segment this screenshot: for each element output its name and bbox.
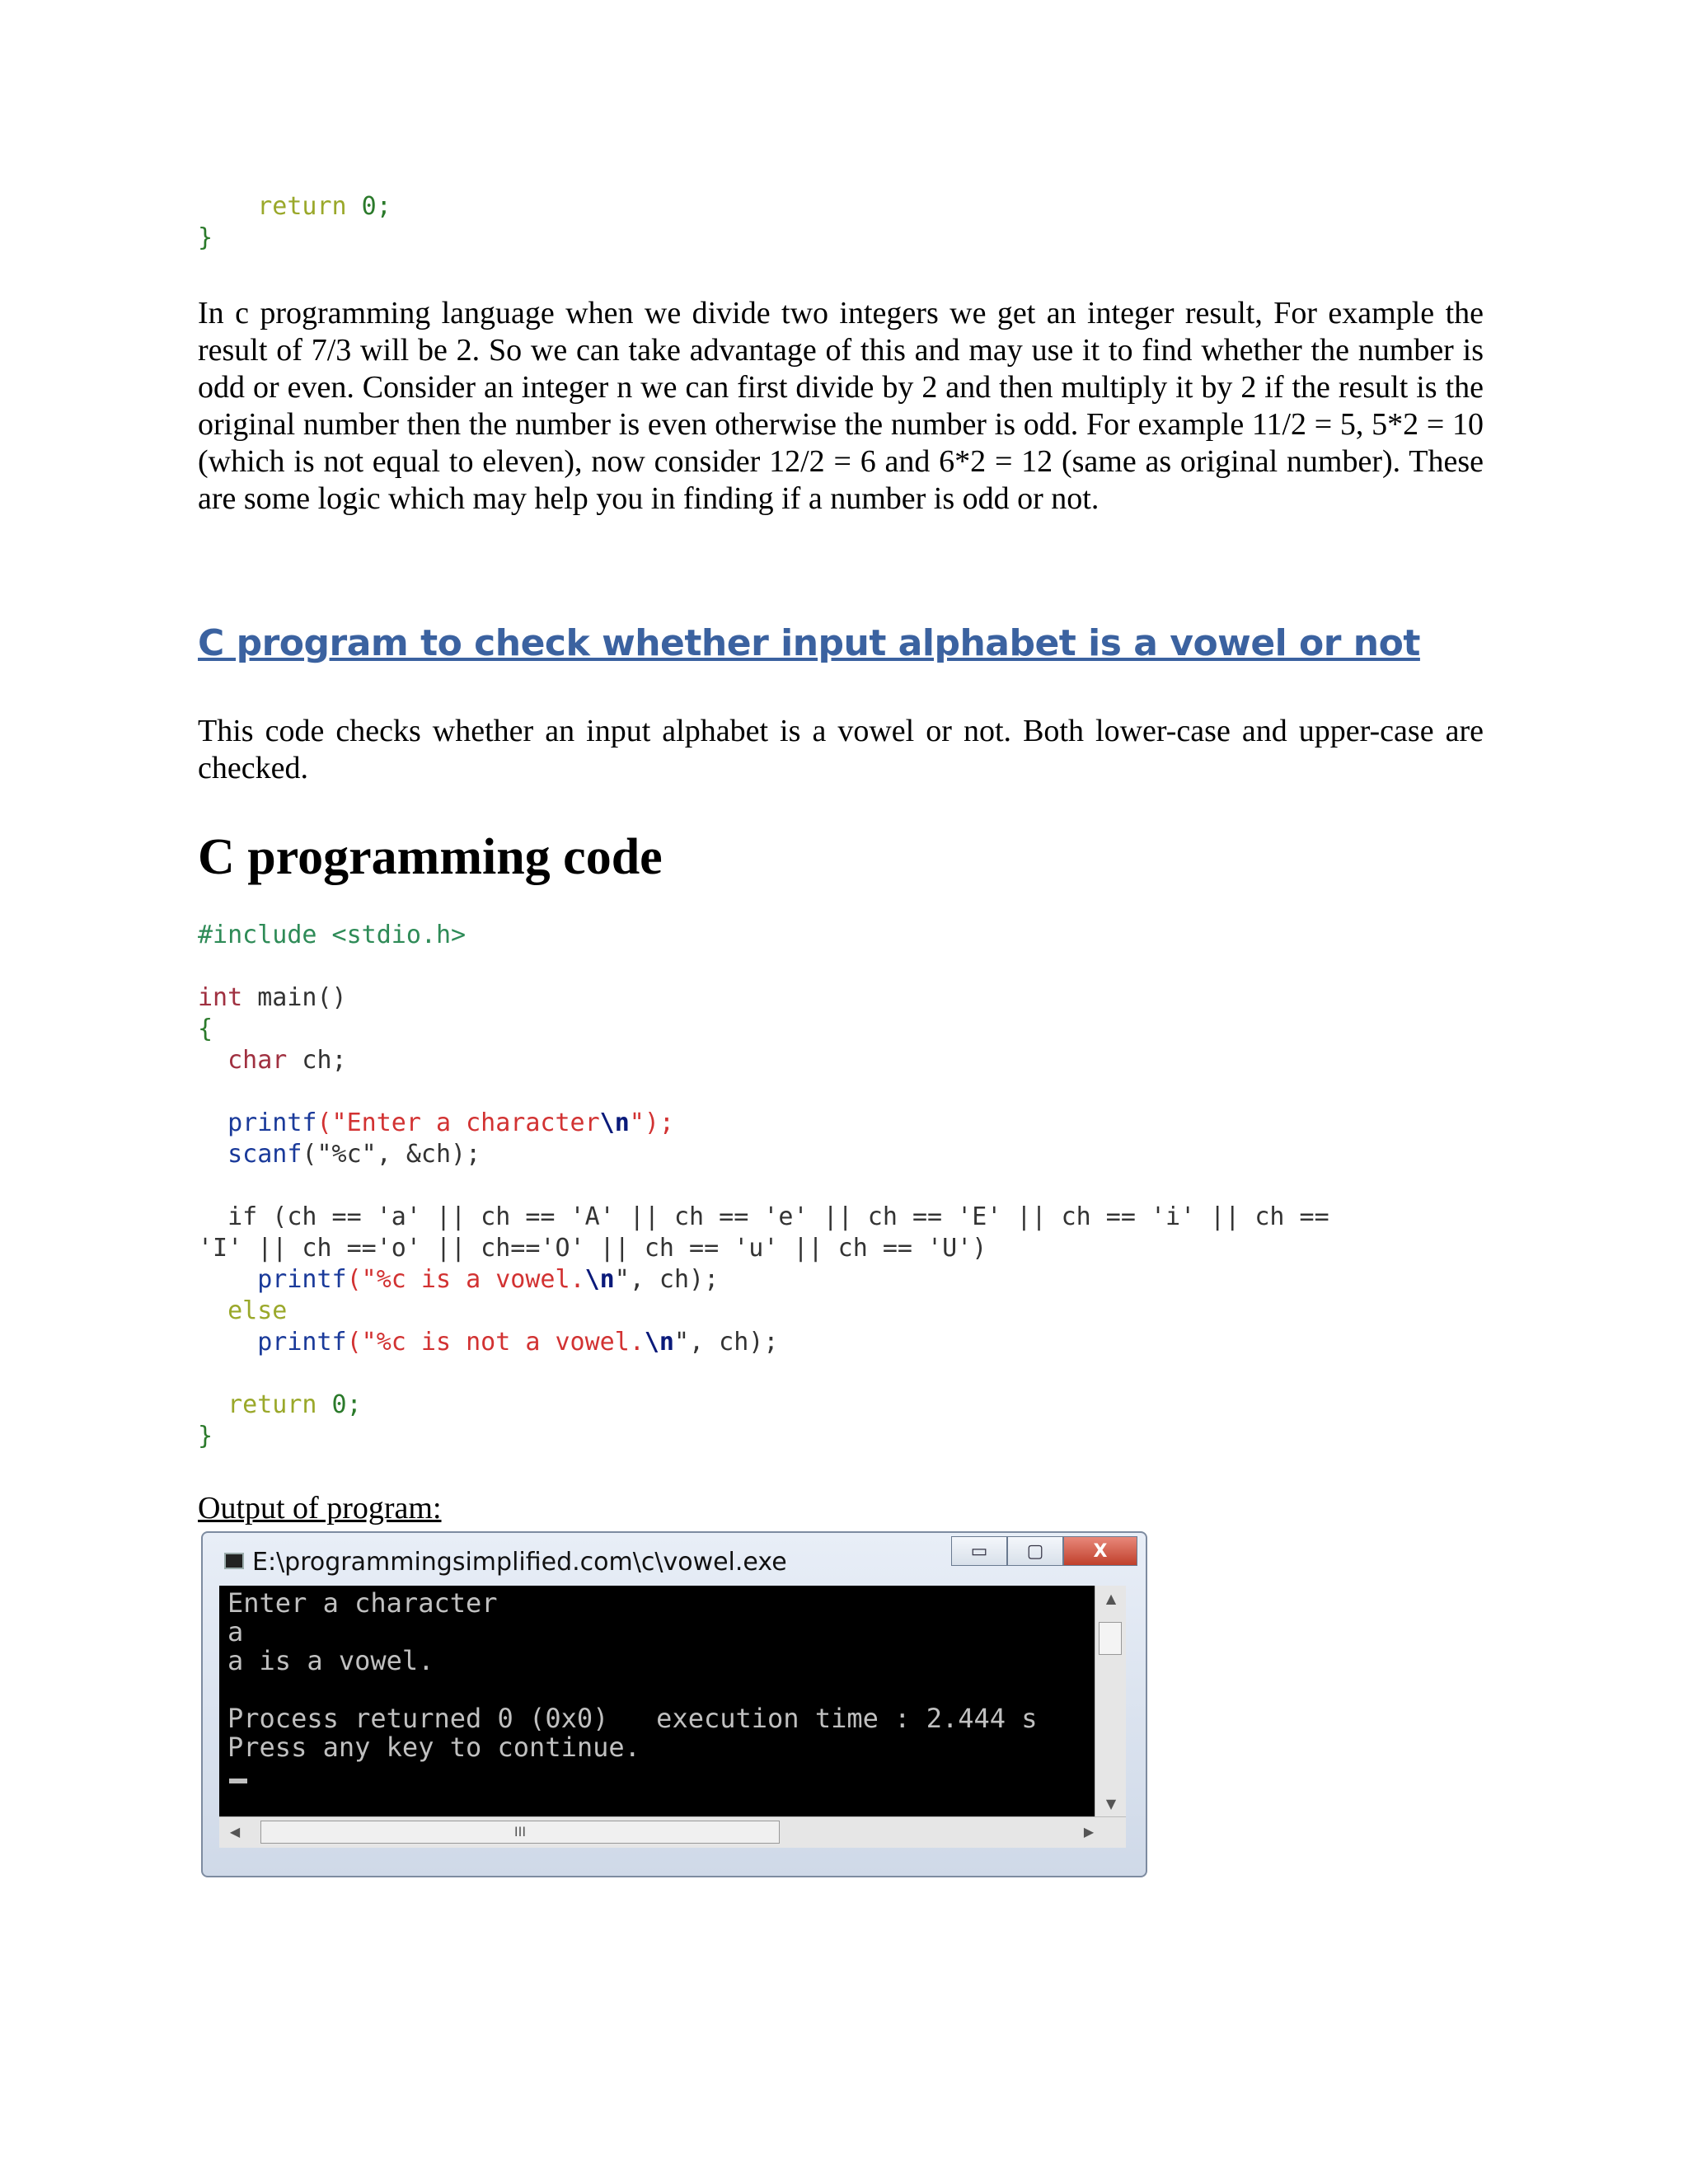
console-output-area[interactable] <box>219 1586 1126 1816</box>
if-condition-line1: if (ch == 'a' || ch == 'A' || ch == 'e' || ch == 'E' || ch == 'i' || ch == <box>227 1202 1329 1231</box>
horizontal-scrollbar[interactable] <box>219 1816 1126 1848</box>
closing-brace: } <box>198 223 213 252</box>
output-label: Output of program: <box>198 1491 442 1526</box>
maximize-button[interactable]: ▢ <box>1007 1536 1063 1566</box>
console-cursor <box>229 1779 247 1783</box>
code-section-heading: C programming code <box>198 829 663 885</box>
scroll-down-arrow-icon[interactable]: ▼ <box>1105 1796 1117 1811</box>
scroll-up-arrow-icon[interactable]: ▲ <box>1105 1591 1117 1606</box>
section-link-heading[interactable]: C program to check whether input alphabet is a vowel or not <box>198 622 1420 664</box>
console-output-text: Enter a character a a is a vowel. Process returned 0 (0x0) execution time : 2.444 s Press any key to continue. <box>227 1587 1038 1763</box>
window-controls <box>951 1536 1137 1566</box>
code-fragment-top: return 0; } <box>198 192 392 252</box>
vertical-scrollbar[interactable] <box>1095 1586 1126 1816</box>
scroll-right-arrow-icon[interactable]: ▶ <box>1083 1824 1095 1840</box>
horizontal-scroll-thumb[interactable]: III <box>260 1821 780 1844</box>
paragraph-vowel-intro: This code checks whether an input alphabet is a vowel or not. Both lower-case and upper-case are checked. <box>198 714 1484 785</box>
scroll-left-arrow-icon[interactable]: ◀ <box>229 1824 241 1840</box>
minimize-button[interactable]: ▭ <box>951 1536 1007 1566</box>
return-keyword: return <box>257 192 347 221</box>
close-button[interactable]: X <box>1063 1536 1137 1566</box>
code-block-vowel: #include <stdio.h> int main() { char ch; printf("Enter a character\n"); scanf("%c", &ch); if (ch == 'a' || ch == 'A' || ch == 'e' || ch == 'E' || ch == 'i' || ch == 'I' || ch =='o' || ch=='O' || ch == 'u' || ch == 'U') printf("%c is a vowel.\n", ch); else printf("%c is not a vowel.\n", ch); return 0; } <box>198 921 1329 1451</box>
console-app-icon <box>224 1553 244 1569</box>
console-window-title: E:\programmingsimplified.com\c\vowel.exe <box>252 1548 787 1577</box>
include-line: #include <stdio.h> <box>198 921 467 949</box>
vertical-scroll-thumb[interactable] <box>1099 1622 1122 1655</box>
paragraph-integer-division: In c programming language when we divide two integers we get an integer result, For example the result of 7/3 will be 2. So we can take advantage of this and may use it to find whether the number is odd or even. Consider an integer n we can first divide by 2 and then multiply it by 2 if the result is the original number then the number is even otherwise the number is odd. For example 11/2 = 5, 5*2 = 10 (which is not equal to eleven), now consider 12/2 = 6 and 6*2 = 12 (same as original number). These are some logic which may help you in finding if a number is odd or not. <box>198 296 1484 516</box>
console-window <box>201 1531 1147 1877</box>
if-condition-line2: 'I' || ch =='o' || ch=='O' || ch == 'u' || ch == 'U') <box>198 1234 987 1263</box>
